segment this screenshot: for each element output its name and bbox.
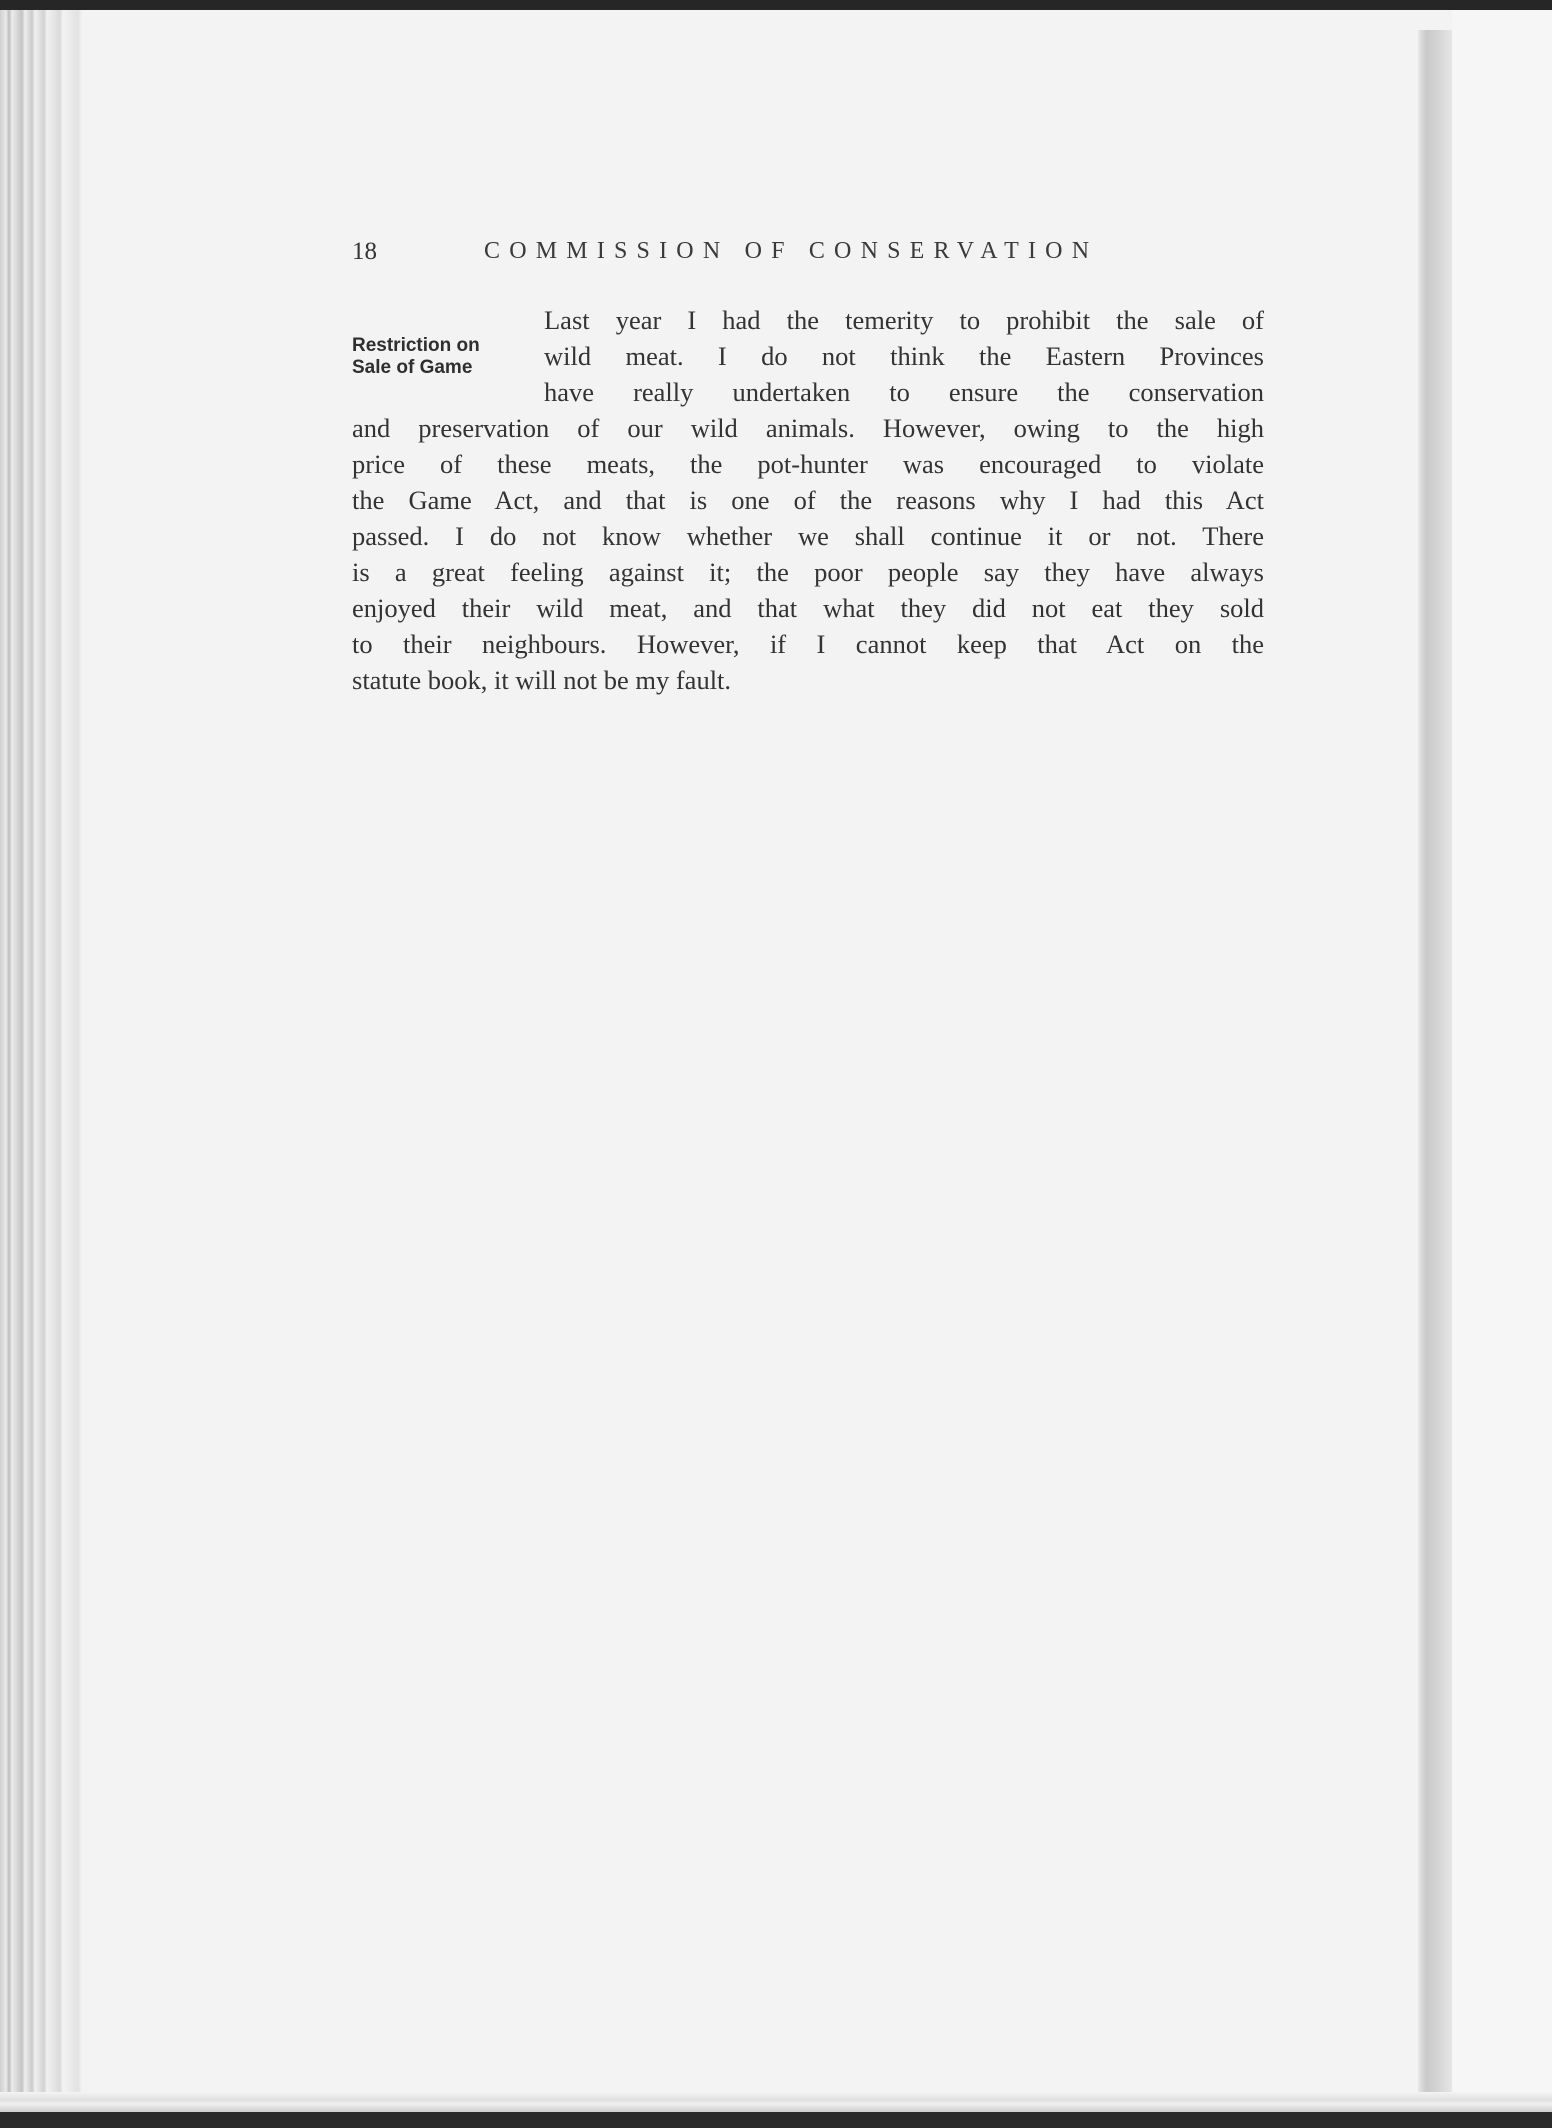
text-line: passed. I do not know whether we shall continue it or not. There xyxy=(352,521,1264,551)
text-line: to their neighbours. However, if I cannot keep that Act on the xyxy=(352,629,1264,659)
text-line: the Game Act, and that is one of the reasons why I had this Act xyxy=(352,485,1264,515)
text-line: statute book, it will not be my fault. xyxy=(352,665,732,695)
body-paragraph xyxy=(352,302,1264,698)
page-stack-edges xyxy=(0,10,90,2114)
binding-gutter xyxy=(1418,30,1452,2110)
scan-bottom-border xyxy=(0,2112,1552,2128)
margin-note-line-1: Restriction on xyxy=(352,335,480,356)
facing-page-edge xyxy=(1452,10,1552,2114)
running-title: COMMISSION OF CONSERVATION xyxy=(484,238,1099,264)
text-line: wild meat. I do not think the Eastern Provinces xyxy=(544,341,1264,371)
page-bottom-edge xyxy=(0,2092,1552,2114)
text-line: enjoyed their wild meat, and that what they did not eat they sold xyxy=(352,593,1264,623)
page-number: 18 xyxy=(352,238,377,265)
running-head xyxy=(352,238,1264,278)
margin-note-line-2: Sale of Game xyxy=(352,357,473,378)
text-line: is a great feeling against it; the poor people say they have always xyxy=(352,557,1264,587)
text-line: and preservation of our wild animals. However, owing to the high xyxy=(352,413,1264,443)
text-line: Last year I had the temerity to prohibit the sale of xyxy=(544,305,1264,335)
text-line: have really undertaken to ensure the conservation xyxy=(544,377,1264,407)
text-line: price of these meats, the pot-hunter was encouraged to violate xyxy=(352,449,1264,479)
